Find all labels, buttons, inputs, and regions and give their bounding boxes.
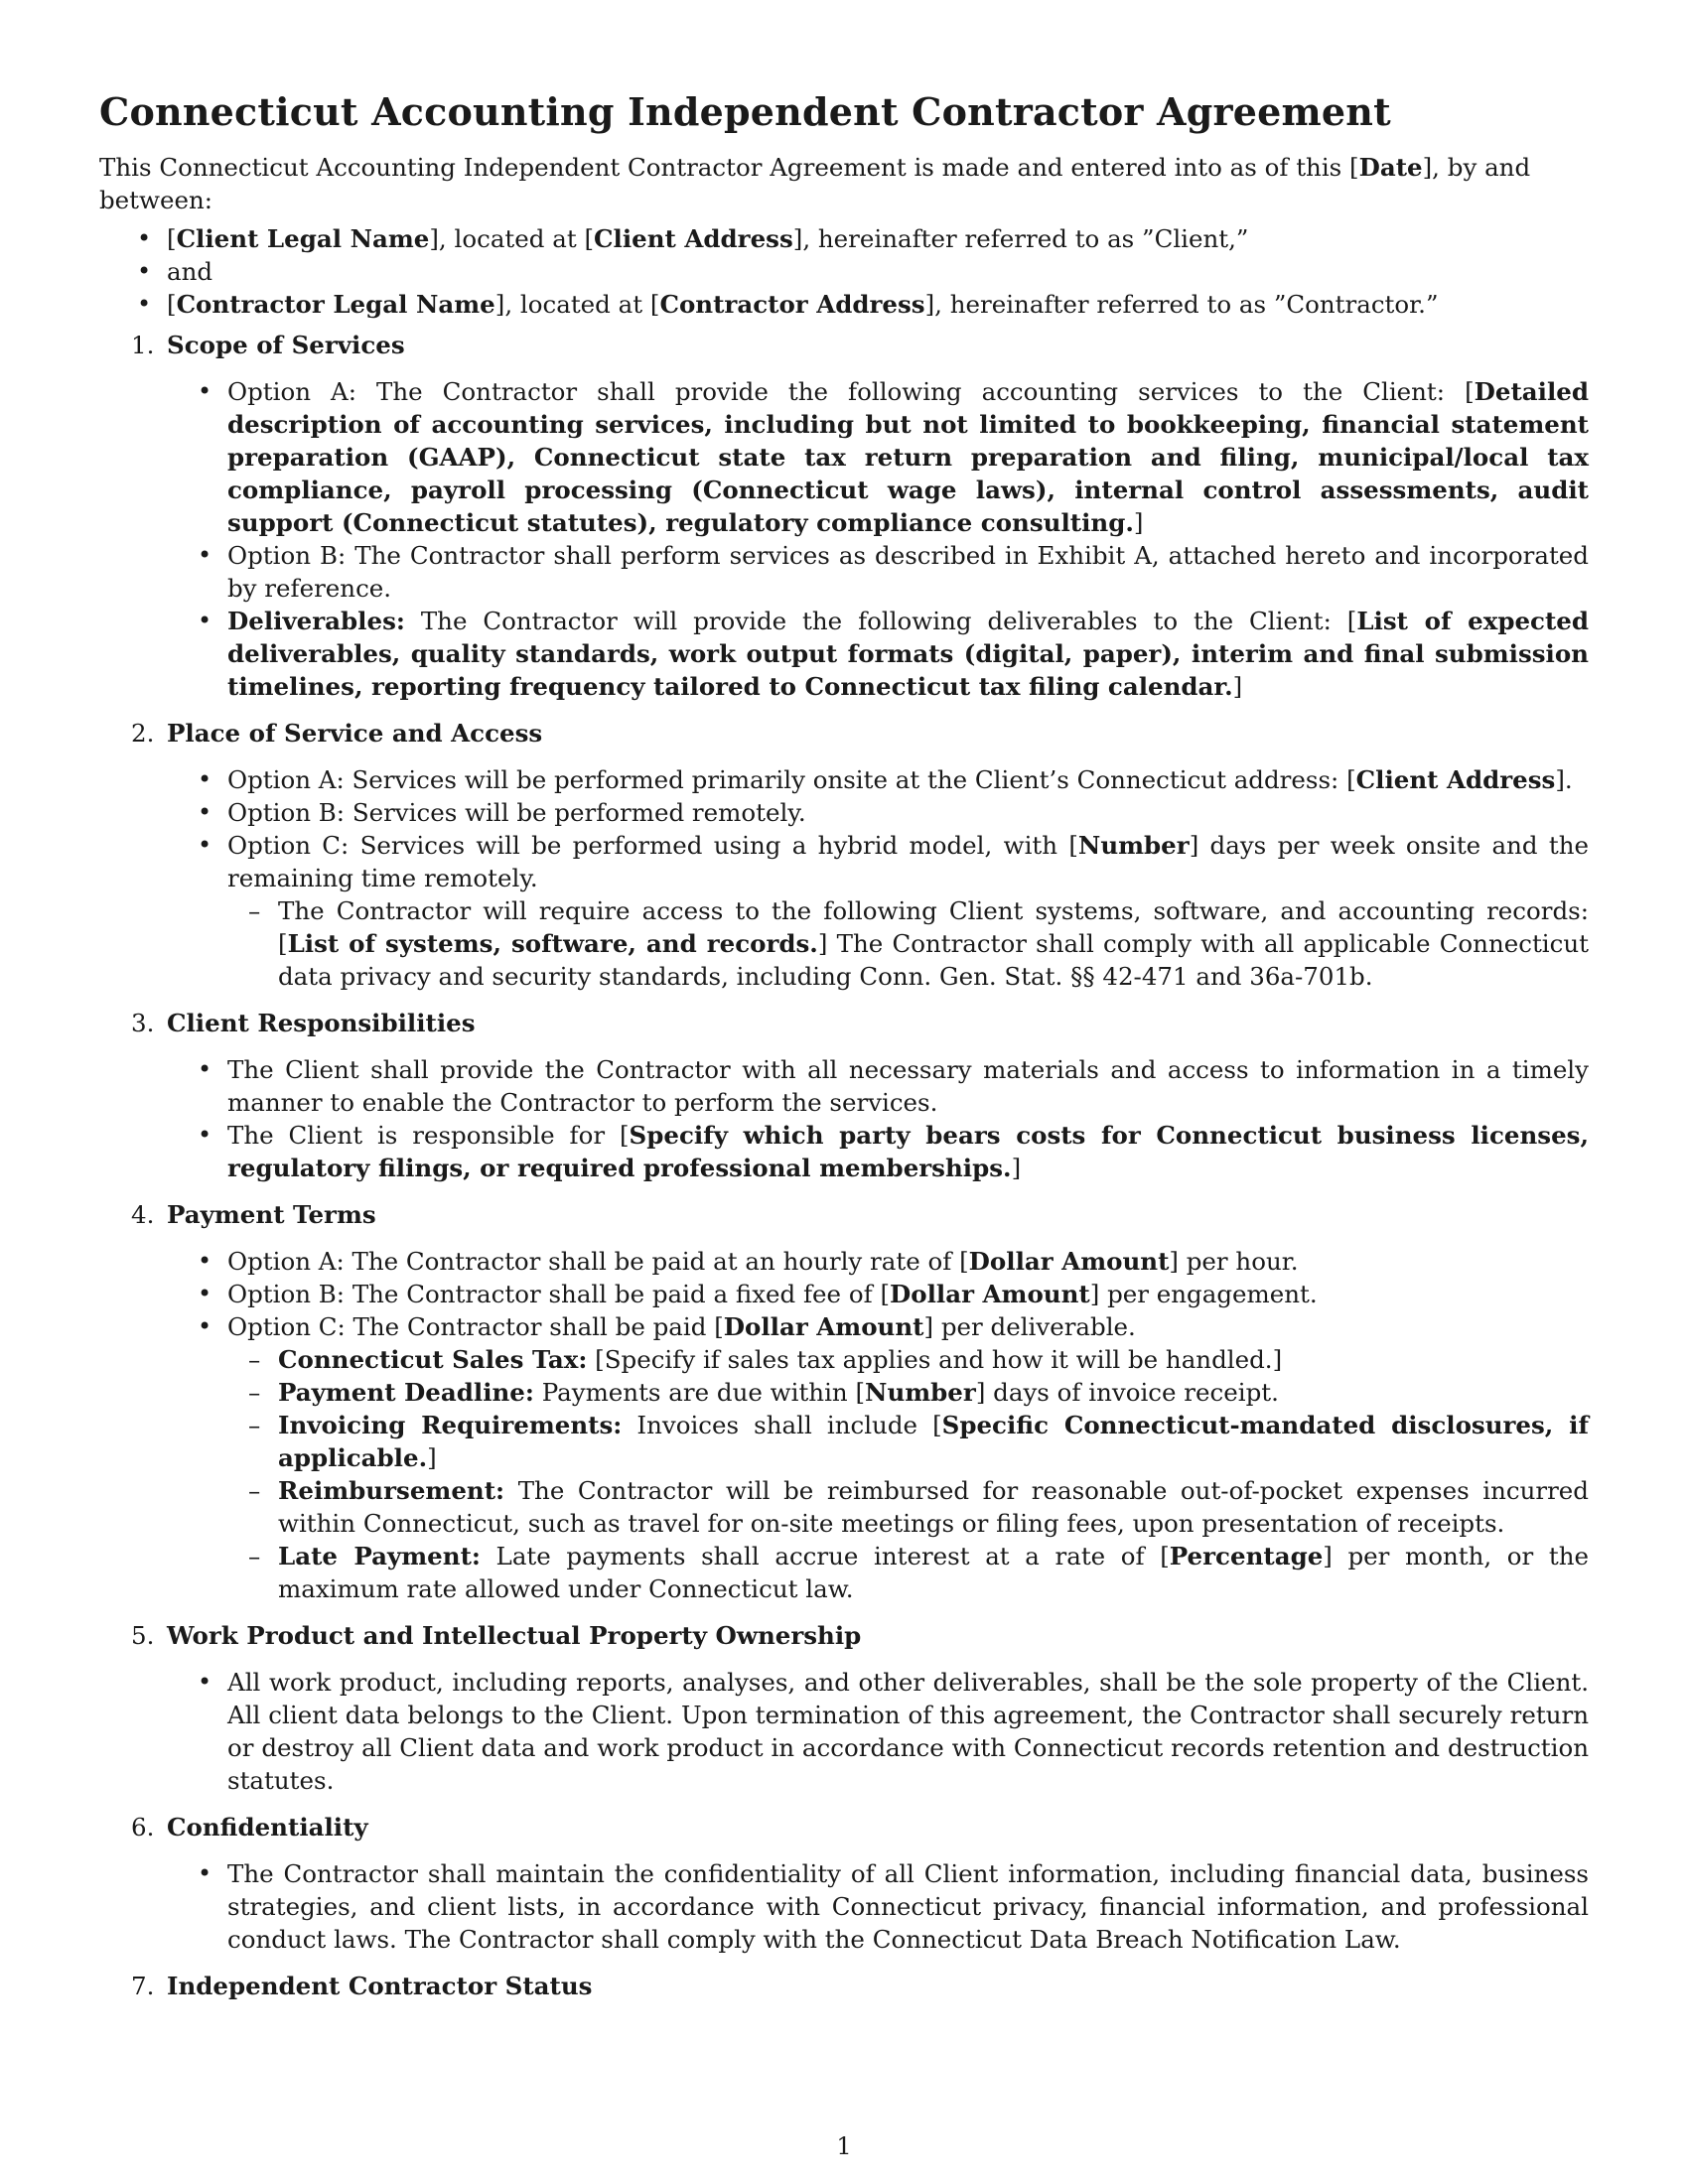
section-heading: 1. Scope of Services [131, 331, 405, 359]
list-item: • The Contractor shall maintain the confidentiality of all Client information, including financial data, business strategies, and client lists, in accordance with Connecticut privacy, financial information, and professional conduct laws. The Contractor shall comply with the Connecticut Data Breach Notification Law. [227, 1857, 1589, 1956]
sub-item: – Connecticut Sales Tax: [Specify if sales tax applies and how it will be handled.] [278, 1343, 1589, 1376]
list-item: • The Client shall provide the Contractor with all necessary materials and access to information in a timely manner to enable the Contractor to perform the services. [227, 1053, 1589, 1119]
list-item: • Option A: The Contractor shall provide the following accounting services to the Client: [Detailed description of accounting services, including but not limited to bookkeeping, financial statement preparation (GAAP), Connecticut state tax return preparation and filing, municipal/local tax compliance, payroll processing (Connecticut wage laws), internal control assessments, audit support (Connecticut statutes), regulatory compliance consulting.] [227, 375, 1589, 539]
sub-item: – Reimbursement: The Contractor will be reimbursed for reasonable out-of-pocket expenses incurred within Connecticut, such as travel for on-site meetings or filing fees, upon presentation of receipts. [278, 1474, 1589, 1540]
list-item: • Option B: The Contractor shall perform services as described in Exhibit A, attached hereto and incorporated by reference. [227, 539, 1589, 605]
section-scope-of-services [131, 329, 1590, 703]
list-item: • Option A: The Contractor shall be paid at an hourly rate of [Dollar Amount] per hour. [227, 1245, 1589, 1278]
section-payment-terms [131, 1198, 1589, 1605]
section-work-product [131, 1619, 1589, 1797]
section-heading: 3. Client Responsibilities [131, 1009, 476, 1037]
page-number: 1 [836, 2132, 852, 2160]
date-placeholder: Date [1358, 153, 1423, 182]
sub-item: – Late Payment: Late payments shall accrue interest at a rate of [Percentage] per month, or the maximum rate allowed under Connecticut law. [278, 1540, 1589, 1605]
list-item: • Option B: Services will be performed remotely. [227, 796, 1589, 829]
section-heading: 6. Confidentiality [131, 1813, 368, 1842]
party-client: • [Client Legal Name], located at [Client Address], hereinafter referred to as ”Client,” [167, 222, 1589, 255]
party-and: • and [167, 255, 1589, 288]
parties-list [99, 222, 1589, 321]
section-heading: 7. Independent Contractor Status [131, 1972, 593, 2000]
section-heading: 2. Place of Service and Access [131, 719, 543, 748]
list-item: • Deliverables: The Contractor will provide the following deliverables to the Client: [List of expected deliverables, quality standards, work output formats (digital, paper), interim and final submission timelines, reporting frequency tailored to Connecticut tax filing calendar.] [227, 605, 1589, 703]
list-item: • Option C: Services will be performed using a hybrid model, with [Number] days per week onsite and the remaining time remotely. – The Contractor will require access to the following Client systems, software, and accounting records: [List of systems, software, and records.] The Contractor shall comply with all applicable Connecticut data privacy and security standards, including Conn. Gen. Stat. §§ 42-471 and 36a-701b. [227, 829, 1589, 993]
sub-item: – Payment Deadline: Payments are due within [Number] days of invoice receipt. [278, 1376, 1589, 1409]
section-client-responsibilities [131, 1007, 1589, 1184]
list-item: • The Client is responsible for [Specify which party bears costs for Connecticut business licenses, regulatory filings, or required professional memberships.] [227, 1119, 1589, 1184]
list-item: • All work product, including reports, analyses, and other deliverables, shall be the sole property of the Client. All client data belongs to the Client. Upon termination of this agreement, the Contractor shall securely return or destroy all Client data and work product in accordance with Connecticut records retention and destruction statutes. [227, 1666, 1589, 1797]
sub-item: – The Contractor will require access to the following Client systems, software, and accounting records: [List of systems, software, and records.] The Contractor shall comply with all applicable Connecticut data privacy and security standards, including Conn. Gen. Stat. §§ 42-471 and 36a-701b. [278, 894, 1589, 993]
list-item: • Option A: Services will be performed primarily onsite at the Client’s Connecticut address: [Client Address]. [227, 763, 1589, 796]
section-heading: 5. Work Product and Intellectual Property Ownership [131, 1621, 862, 1650]
section-place-of-service [131, 717, 1589, 993]
section-independent-contractor-status [131, 1970, 1589, 2002]
sub-item: – Invoicing Requirements: Invoices shall include [Specific Connecticut-mandated disclosures, if applicable.] [278, 1409, 1589, 1474]
document-title: Connecticut Accounting Independent Contractor Agreement [99, 89, 1391, 134]
list-item: • Option B: The Contractor shall be paid a fixed fee of [Dollar Amount] per engagement. [227, 1278, 1589, 1310]
document-page [99, 87, 1589, 2016]
sections-list [99, 329, 1589, 2002]
intro-paragraph: This Connecticut Accounting Independent Contractor Agreement is made and entered into as of this [Date], by and between: [99, 153, 1531, 214]
section-heading: 4. Payment Terms [131, 1200, 376, 1229]
party-contractor: • [Contractor Legal Name], located at [Contractor Address], hereinafter referred to as ”Contractor.” [167, 288, 1589, 321]
list-item: • Option C: The Contractor shall be paid [Dollar Amount] per deliverable. – Connecticut Sales Tax: [Specify if sales tax applies and how it will be handled.] – Payment Deadline: Payments are due within [Number] days of invoice receipt. – Invoicing Requirements: Invoices shall include [Specific Connecticut-mandated disclosures, if applicable.] – Reimbursement: The Contractor will be reimbursed for reasonable out-of-pocket expenses incurred within Connecticut, such as travel for on-site meetings or filing fees, upon presentation of receipts. – Late Payment: Late payments shall accrue interest at a rate of [Percentage] per month, or the maximum rate allowed under Connecticut law. [227, 1310, 1589, 1605]
section-confidentiality [131, 1811, 1589, 1956]
